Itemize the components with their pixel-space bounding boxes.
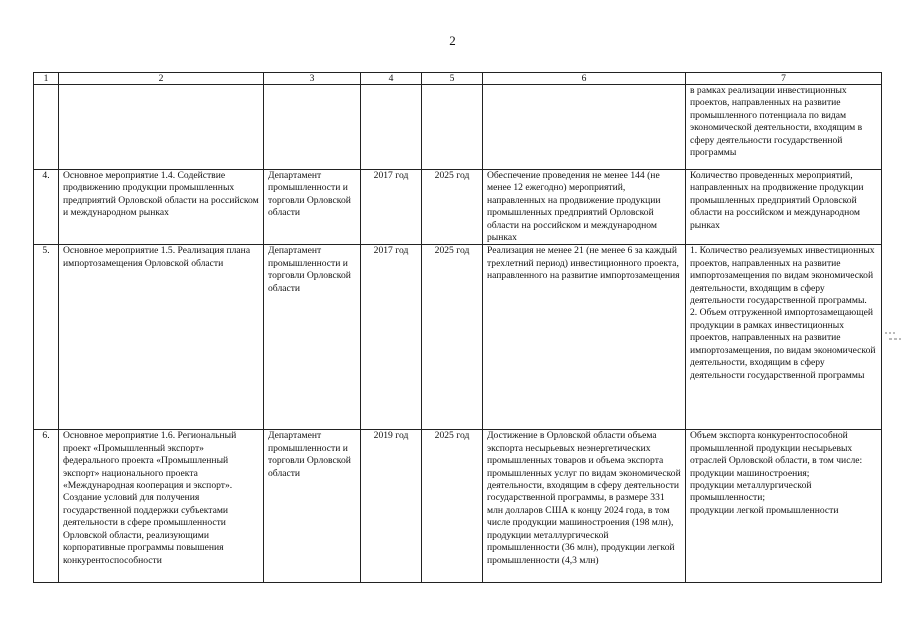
- end-year-cell: 2025 год: [422, 170, 483, 245]
- measure-cell: Основное мероприятие 1.5. Реализация плана импортозамещения Орловской области: [59, 245, 264, 430]
- result-cell: Достижение в Орловской области объема экспорта несырьевых неэнергетических промышленных товаров и объема экспорта промышленных услуг по видам экономической деятельности, входящим в сферу деятельности государственной программы, в размере 331 млн долларов США к концу 2024 года, в том числе продукции машиностроения (198 млн), продукции металлургической промышленности (36 млн), продукции легкой промышленности (4,3 млн): [483, 430, 686, 583]
- result-cell: Реализация не менее 21 (не менее 6 за каждый трехлетний период) инвестиционного проекта, направленного на развитие импортозамещения: [483, 245, 686, 430]
- executor-cell: [264, 85, 361, 170]
- column-header: 1: [34, 73, 59, 85]
- executor-cell: Департамент промышленности и торговли Орловской области: [264, 430, 361, 583]
- indicator-line: 2. Объем отгруженной импортозамещающей продукции в рамках инвестиционных проектов, направленных на развитие импортозамещения, по видам экономической деятельности, входящим в сферу деятельности государственной программы: [690, 307, 876, 381]
- table-row: [34, 245, 882, 430]
- indicator-cell: в рамках реализации инвестиционных проектов, направленных на развитие промышленного потенциала по видам экономической деятельности, входящим в сферу деятельности государственной программы: [686, 85, 882, 170]
- executor-cell: Департамент промышленности и торговли Орловской области: [264, 245, 361, 430]
- measures-table: [33, 72, 882, 583]
- table-row: [34, 430, 882, 583]
- measure-cell: Основное мероприятие 1.6. Региональный проект «Промышленный экспорт» федерального проекта «Промышленный экспорт» национального проекта «Международная кооперация и экспорт». Создание условий для получения государственной поддержки субъектами деятельности в сфере промышленности Орловской области, реализующими корпоративные программы повышения конкурентоспособности: [59, 430, 264, 583]
- column-header: 6: [483, 73, 686, 85]
- measure-cell: [59, 85, 264, 170]
- scan-artifact: [883, 330, 903, 344]
- start-year-cell: 2019 год: [361, 430, 422, 583]
- indicator-cell: Количество проведенных мероприятий, направленных на продвижение продукции промышленных предприятий Орловской области на российском и международном рынках: [686, 170, 882, 245]
- end-year-cell: 2025 год: [422, 430, 483, 583]
- column-number-row: [34, 73, 882, 85]
- indicator-line: продукции легкой промышленности: [690, 504, 839, 516]
- indicator-line: Объем экспорта конкурентоспособной промышленной продукции несырьевых отраслей Орловской области, в том числе:: [690, 430, 863, 467]
- page-number: 2: [449, 33, 456, 48]
- row-number-cell: 4.: [34, 170, 59, 245]
- indicator-line: 1. Количество реализуемых инвестиционных проектов, направленных на развитие импортозамещения по видам экономической деятельности, входящим в сферу деятельности государственной программы.: [690, 245, 875, 307]
- indicator-line: продукции машиностроения;: [690, 467, 810, 479]
- row-number-cell: [34, 85, 59, 170]
- start-year-cell: 2017 год: [361, 170, 422, 245]
- row-number-cell: 6.: [34, 430, 59, 583]
- result-cell: [483, 85, 686, 170]
- column-header: 5: [422, 73, 483, 85]
- indicator-line: продукции металлургической промышленности;: [690, 480, 812, 504]
- end-year-cell: [422, 85, 483, 170]
- column-header: 4: [361, 73, 422, 85]
- end-year-cell: 2025 год: [422, 245, 483, 430]
- measure-cell: Основное мероприятие 1.4. Содействие продвижению продукции промышленных предприятий Орловской области на российском и международном рынках: [59, 170, 264, 245]
- indicator-cell: [686, 430, 882, 583]
- table-row: [34, 170, 882, 245]
- column-header: 2: [59, 73, 264, 85]
- column-header: 7: [686, 73, 882, 85]
- start-year-cell: 2017 год: [361, 245, 422, 430]
- indicator-cell: [686, 245, 882, 430]
- column-header: 3: [264, 73, 361, 85]
- start-year-cell: [361, 85, 422, 170]
- table-row: [34, 85, 882, 170]
- row-number-cell: 5.: [34, 245, 59, 430]
- executor-cell: Департамент промышленности и торговли Орловской области: [264, 170, 361, 245]
- result-cell: Обеспечение проведения не менее 144 (не менее 12 ежегодно) мероприятий, направленных на продвижение продукции промышленных предприятий Орловской области на российском и международном рынках: [483, 170, 686, 245]
